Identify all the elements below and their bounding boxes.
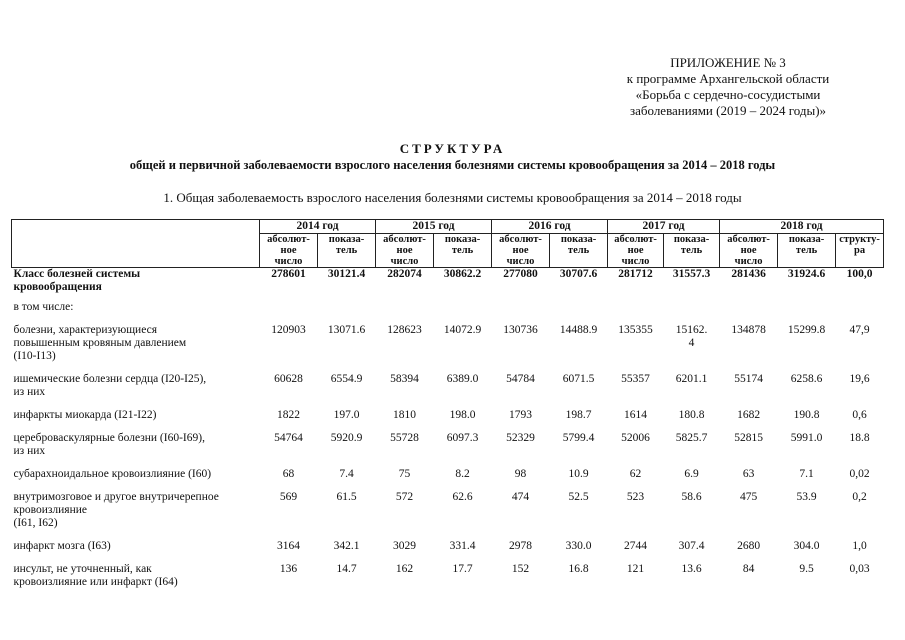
table-cell: 15162. 4 [675, 323, 708, 349]
table-cell: 14.7 [336, 562, 357, 575]
table-row [12, 268, 884, 301]
table-cell: 1614 [624, 408, 648, 421]
table-cell [608, 301, 664, 324]
absolute-number-header: абсолют- ное число [260, 234, 318, 268]
table-cell: 6071.5 [562, 372, 595, 385]
table-cell: 162 [395, 562, 414, 575]
table-cell: 331.4 [449, 539, 476, 552]
table-cell: 13071.6 [327, 323, 366, 336]
table-cell: 52329 [506, 431, 535, 444]
absolute-number-header: абсолют- ное число [608, 234, 664, 268]
table-cell: 6.9 [684, 467, 699, 480]
table-cell: 5920.9 [330, 431, 363, 444]
row-label: болезни, характеризующиеся повышенным кровяным давлением (I10-I13) [13, 323, 187, 362]
table-cell: 53.9 [796, 490, 817, 503]
table-cell: 6097.3 [446, 431, 479, 444]
table-cell: 2744 [624, 539, 648, 552]
table-cell: 62 [629, 467, 642, 480]
table-cell [260, 301, 318, 324]
table-cell: 198.7 [565, 408, 592, 421]
table-cell: 52.5 [568, 490, 589, 503]
table-cell: 30707.6 [559, 268, 598, 280]
year-header: 2017 год [608, 220, 720, 234]
table-cell: 5825.7 [675, 431, 708, 444]
year-header: 2016 год [492, 220, 608, 234]
table-cell: 31924.6 [787, 268, 826, 280]
table-row [12, 409, 884, 432]
year-header: 2018 год [720, 220, 884, 234]
table-cell: 5799.4 [562, 431, 595, 444]
table-cell: 2978 [509, 539, 533, 552]
table-cell: 569 [279, 490, 298, 503]
rate-header: показа- тель [664, 234, 720, 268]
absolute-number-header: абсолют- ное число [492, 234, 550, 268]
table-cell: 120903 [271, 323, 306, 336]
table-cell: 7.1 [799, 467, 814, 480]
table-cell: 523 [626, 490, 645, 503]
table-row [12, 540, 884, 563]
row-label: внутримозговое и другое внутричерепное кровоизлияние (I61, I62) [13, 490, 219, 529]
table-cell: 475 [739, 490, 758, 503]
table-cell: 6389.0 [446, 372, 479, 385]
row-label: инсульт, не уточненный, как кровоизлияние или инфаркт (I64) [13, 562, 178, 588]
table-cell: 190.8 [793, 408, 820, 421]
table-cell: 152 [511, 562, 530, 575]
structure-header: структу- ра [836, 234, 884, 268]
table-cell: 58.6 [681, 490, 702, 503]
table-cell: 30121.4 [327, 268, 366, 280]
table-row [12, 373, 884, 409]
table-cell: 342.1 [333, 539, 360, 552]
table-cell: 136 [279, 562, 298, 575]
table-cell: 68 [282, 467, 295, 480]
rate-header: показа- тель [550, 234, 608, 268]
table-cell [836, 301, 884, 324]
table-cell: 55357 [621, 372, 650, 385]
table-cell [492, 301, 550, 324]
table-row [12, 432, 884, 468]
table-cell: 304.0 [793, 539, 820, 552]
table-cell: 6258.6 [790, 372, 823, 385]
rate-header: показа- тель [318, 234, 376, 268]
table-cell: 17.7 [452, 562, 473, 575]
table-cell: 281712 [618, 268, 653, 280]
table-cell [318, 301, 376, 324]
table-cell: 15299.8 [787, 323, 826, 336]
row-label: в том числе: [13, 300, 74, 313]
year-header: 2015 год [376, 220, 492, 234]
table-cell: 180.8 [678, 408, 705, 421]
table-cell: 98 [514, 467, 527, 480]
table-cell [664, 301, 720, 324]
table-cell: 572 [395, 490, 414, 503]
table-cell: 8.2 [455, 467, 470, 480]
table-cell: 1,0 [852, 539, 867, 552]
table-body [12, 268, 884, 599]
table-cell: 10.9 [568, 467, 589, 480]
document-title: СТРУКТУРА [399, 141, 506, 156]
table-cell: 60628 [274, 372, 303, 385]
table-cell: 130736 [503, 323, 538, 336]
table-cell: 61.5 [336, 490, 357, 503]
appendix-line: ПРИЛОЖЕНИЕ № 3 [670, 55, 786, 70]
absolute-number-header: абсолют- ное число [720, 234, 778, 268]
table-cell: 5991.0 [790, 431, 823, 444]
table-cell: 281436 [731, 268, 766, 280]
morbidity-table [11, 219, 884, 599]
table-cell: 330.0 [565, 539, 592, 552]
table-row [12, 468, 884, 491]
table-cell: 84 [742, 562, 755, 575]
table-cell: 30862.2 [443, 268, 482, 280]
table-cell: 7.4 [339, 467, 354, 480]
table-cell: 9.5 [799, 562, 814, 575]
table-cell: 128623 [387, 323, 422, 336]
table-cell: 55728 [390, 431, 419, 444]
table-cell: 282074 [387, 268, 422, 280]
table-cell: 75 [398, 467, 411, 480]
row-label: субарахноидальное кровоизлияние (I60) [13, 467, 212, 480]
row-label: ишемические болезни сердца (I20-I25), из них [13, 372, 207, 398]
table-cell: 62.6 [452, 490, 473, 503]
table-cell: 1682 [737, 408, 761, 421]
table-cell: 58394 [390, 372, 419, 385]
table-cell: 16.8 [568, 562, 589, 575]
table-cell: 6201.1 [675, 372, 708, 385]
table-cell: 100,0 [846, 268, 873, 280]
table-cell [778, 301, 836, 324]
table-cell: 0,2 [852, 490, 867, 503]
appendix-line: к программе Архангельской области [626, 71, 830, 86]
table-cell: 54764 [274, 431, 303, 444]
header-blank-cell [12, 220, 260, 268]
table-cell: 1810 [393, 408, 417, 421]
year-header: 2014 год [260, 220, 376, 234]
row-label: цереброваскулярные болезни (I60-I69), из них [13, 431, 205, 457]
row-label: Класс болезней системы кровообращения [13, 268, 141, 293]
table-cell [720, 301, 778, 324]
table-cell: 14072.9 [443, 323, 482, 336]
table-cell: 47,9 [849, 323, 870, 336]
appendix-line: заболеваниями (2019 – 2024 годы)» [629, 103, 827, 118]
table-cell: 0,02 [849, 467, 870, 480]
table-cell: 3164 [277, 539, 300, 552]
table-cell [376, 301, 434, 324]
table-cell: 134878 [731, 323, 766, 336]
table-cell: 121 [626, 562, 645, 575]
table-cell: 277080 [503, 268, 538, 280]
table-cell: 13.6 [681, 562, 702, 575]
table-cell: 278601 [271, 268, 306, 280]
year-header-row [12, 220, 884, 234]
table-cell: 1822 [277, 408, 300, 421]
rate-header: показа- тель [778, 234, 836, 268]
document-subtitle: общей и первичной заболеваемости взрослого населения болезнями системы кровообращения за 2014 – 2018 годы [129, 158, 776, 172]
table-cell: 474 [511, 490, 530, 503]
table-cell: 0,03 [849, 562, 870, 575]
appendix-header [603, 55, 853, 119]
table-cell: 52006 [621, 431, 650, 444]
rate-header: показа- тель [434, 234, 492, 268]
table-cell: 55174 [734, 372, 763, 385]
table-cell: 1793 [509, 408, 533, 421]
table-cell: 14488.9 [559, 323, 598, 336]
table-cell: 307.4 [678, 539, 705, 552]
table-cell: 197.0 [333, 408, 360, 421]
table-cell: 0,6 [852, 408, 867, 421]
table-cell: 63 [742, 467, 755, 480]
table-cell: 135355 [618, 323, 653, 336]
table-cell: 19,6 [849, 372, 870, 385]
table-row [12, 301, 884, 324]
absolute-number-header: абсолют- ное число [376, 234, 434, 268]
row-label: инфаркт мозга (I63) [13, 539, 111, 552]
table-cell: 2680 [737, 539, 761, 552]
table-cell: 6554.9 [330, 372, 363, 385]
table-cell: 198.0 [449, 408, 476, 421]
appendix-line: «Борьба с сердечно-сосудистыми [635, 87, 821, 102]
row-label: инфаркты миокарда (I21-I22) [13, 408, 157, 421]
table-cell [434, 301, 492, 324]
table-cell: 52815 [734, 431, 763, 444]
table-cell: 3029 [393, 539, 417, 552]
table-cell: 54784 [506, 372, 535, 385]
table-row [12, 563, 884, 599]
table-row [12, 324, 884, 373]
table-cell: 18.8 [849, 431, 870, 444]
table-cell [550, 301, 608, 324]
table-cell: 31557.3 [672, 268, 711, 280]
table-row [12, 491, 884, 540]
section-title: 1. Общая заболеваемость взрослого населения болезнями системы кровообращения за 2014 – 2018 годы [163, 190, 742, 205]
